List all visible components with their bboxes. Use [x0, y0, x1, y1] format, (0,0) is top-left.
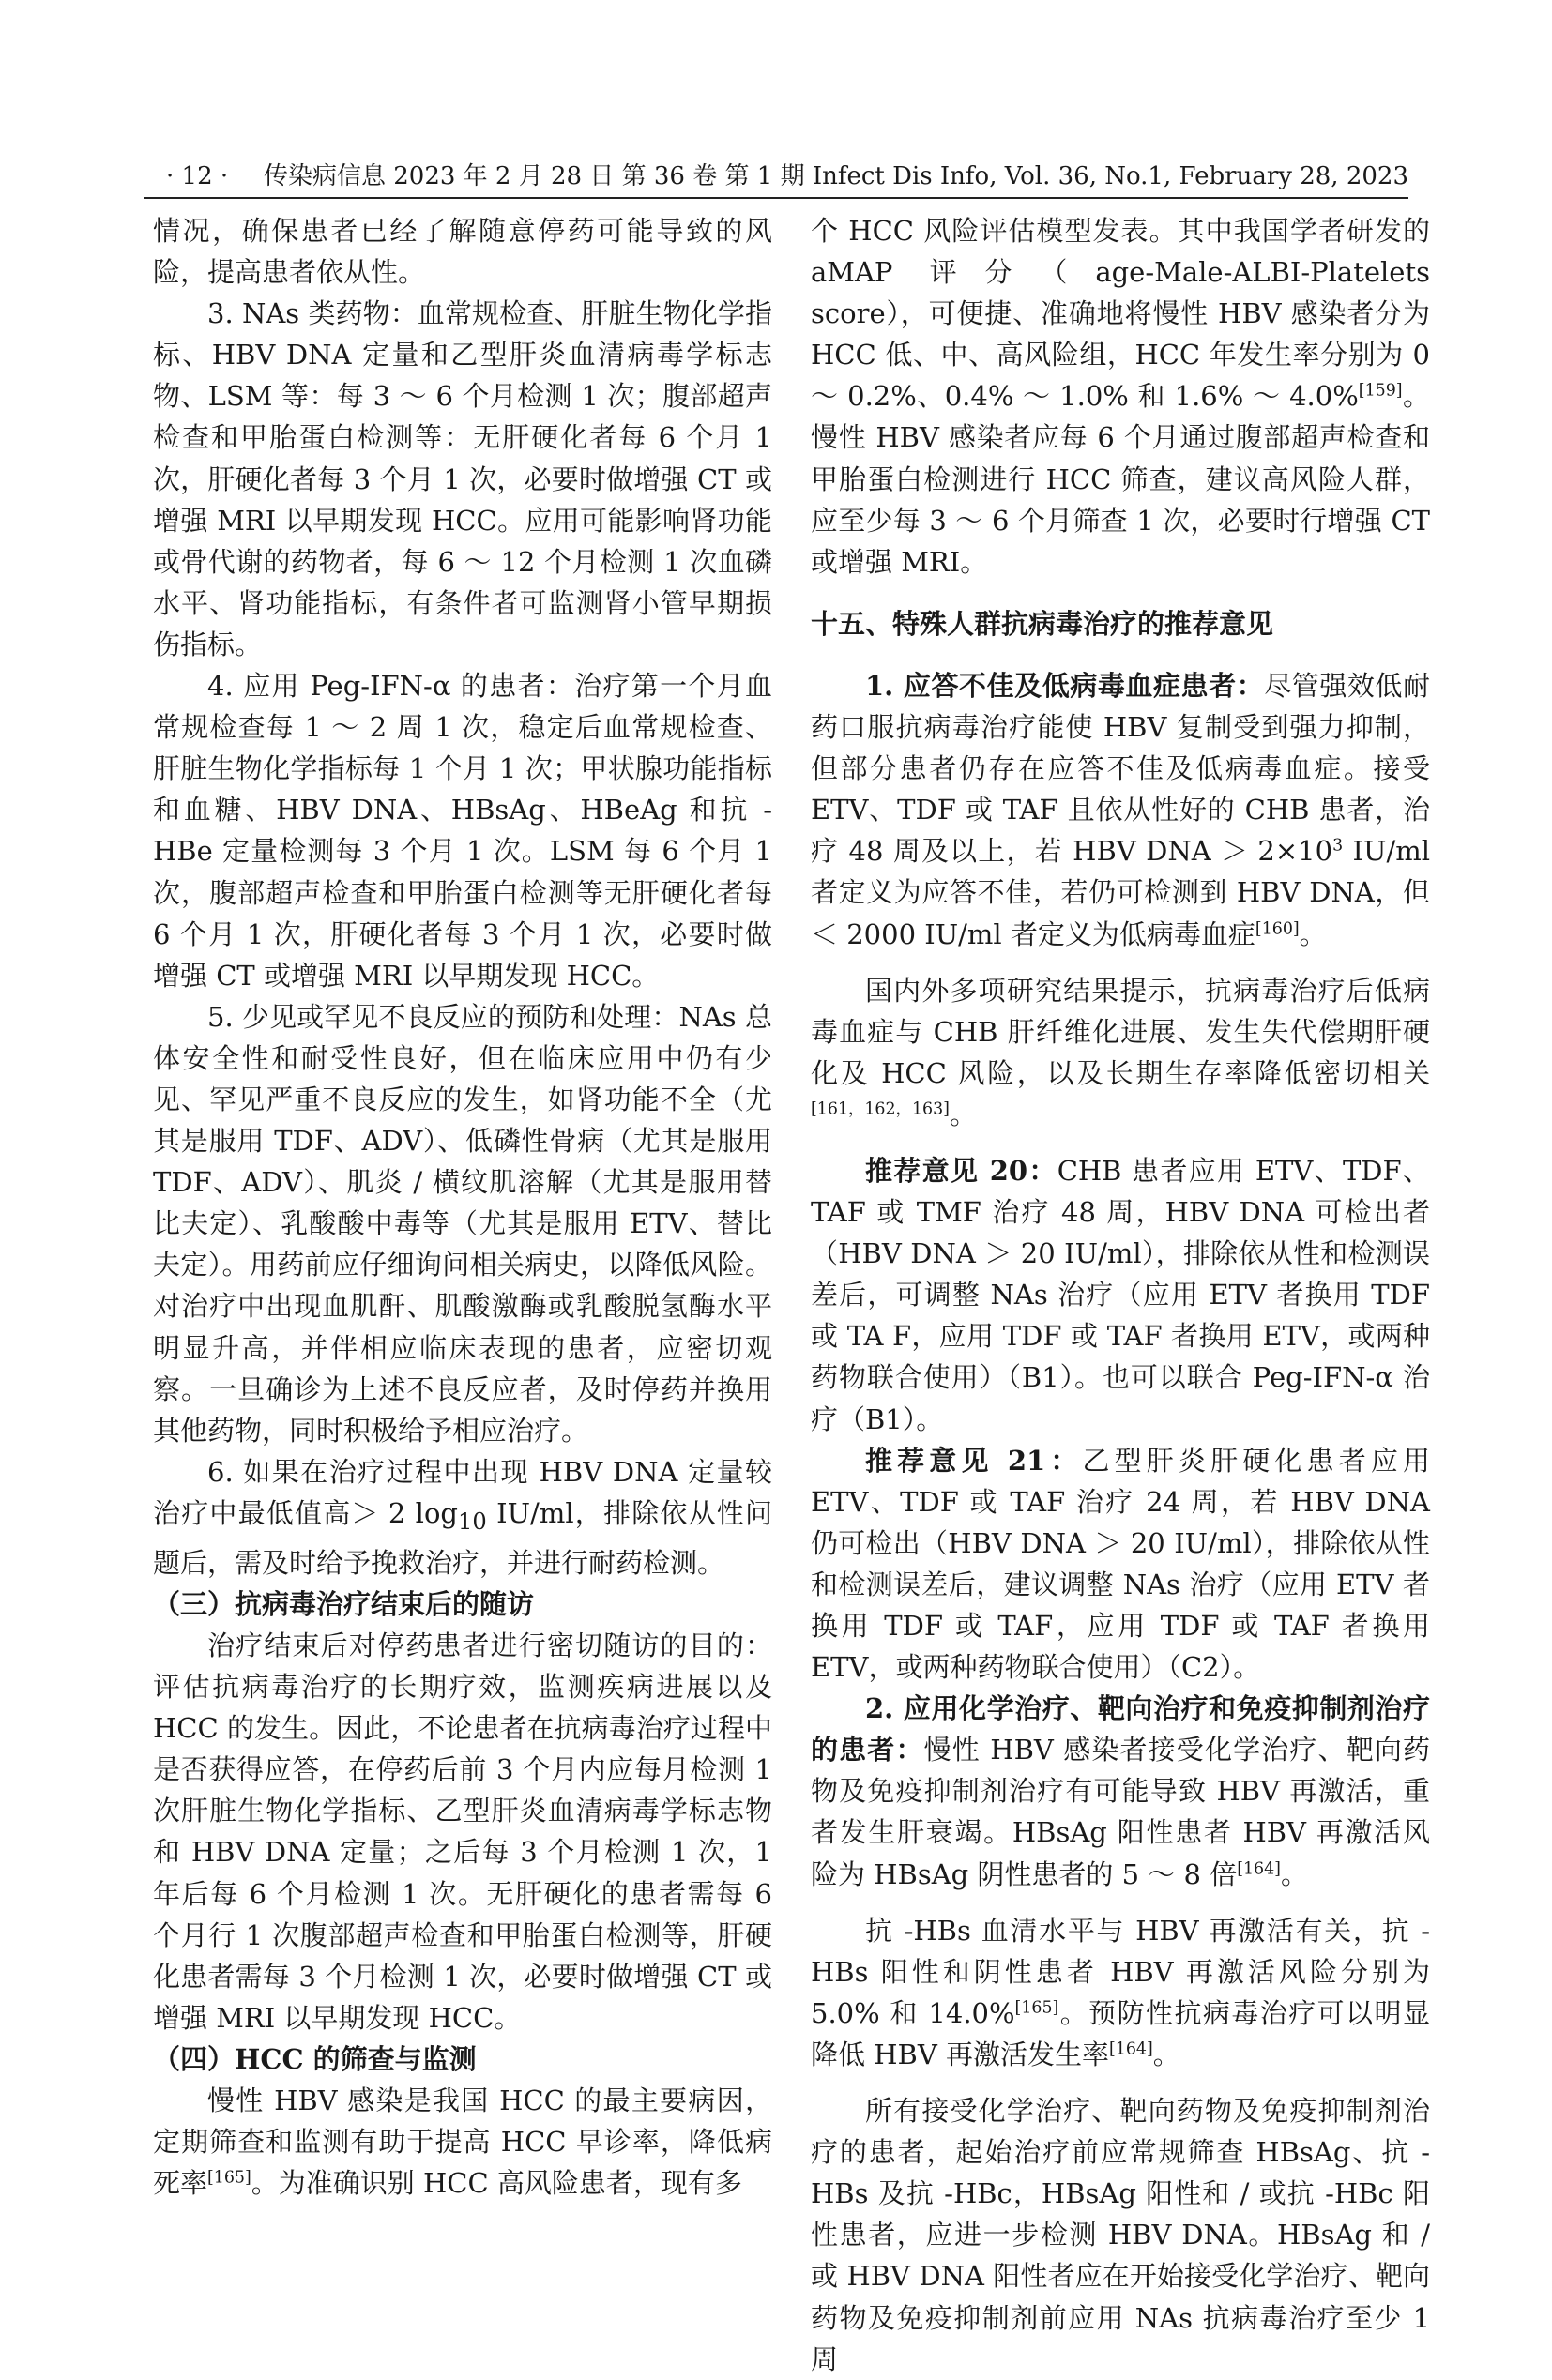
citation-ref: [165] — [1014, 1998, 1059, 2018]
section-heading: （四）HCC 的筛查与监测 — [153, 2042, 477, 2075]
text-run: IU/ml 者定义为应答不佳，若仍可检测到 HBV DNA，但＜ 2000 IU/ml 者定义为低病毒血症 — [811, 835, 1430, 950]
paragraph-lead: 2. 应用化学治疗、靶向治疗和免疫抑制剂治疗的患者： — [811, 1692, 1430, 1766]
right-column — [811, 210, 1430, 2380]
page-number: · 12 · — [166, 162, 229, 190]
text-run: 抗 -HBs 血清水平与 HBV 再激活有关，抗 -HBs 阳性和阴性患者 HBV 再激活风险分别为 5.0% 和 14.0% — [811, 1914, 1430, 2029]
recommendation-21 — [811, 1440, 1430, 1689]
citation-ref: [161，162，163] — [811, 1099, 950, 1119]
recommendation-label: 推荐意见 20： — [865, 1154, 1057, 1187]
recommendation-label: 推荐意见 21： — [865, 1444, 1083, 1477]
paragraph — [811, 1688, 1430, 1894]
citation-ref: [160] — [1255, 918, 1300, 938]
paragraph: 4. 应用 Peg-IFN-α 的患者：治疗第一个月血常规检查每 1 ～ 2 周 1 次，稳定后血常规检查、肝脏生物化学指标每 1 个月 1 次；甲状腺功能指标和血糖、HBV DNA、HBsAg、HBeAg 和抗 -HBe 定量检测每 3 个月 1 次。LSM 每 6 个月 1 次，腹部超声检查和甲胎蛋白检测等无肝硬化者每 6 个月 1 次，肝硬化者每 3 个月 1 次，必要时做增强 CT 或增强 MRI 以早期发现 HCC。 — [153, 670, 772, 992]
section-heading: 十五、特殊人群抗病毒治疗的推荐意见 — [811, 607, 1274, 640]
citation-ref: [164] — [1108, 2039, 1153, 2059]
paragraph — [811, 1910, 1430, 2075]
paragraph-lead: 1. 应答不佳及低病毒血症患者： — [865, 669, 1265, 702]
citation-ref: [165] — [207, 2168, 251, 2188]
spacer — [811, 583, 1430, 603]
spacer — [811, 955, 1430, 970]
text-run: 乙型肝炎肝硬化患者应用 ETV、TDF 或 TAF 治疗 24 周，若 HBV DNA 仍可检出（HBV DNA ＞ 20 IU/ml），排除依从性和检测误差后，建议调整 NAs 治疗（应用 ETV 者换用 TDF 或 TAF，应用 TDF 或 TAF 者换用 ETV，或两种药物联合使用）（C2）。 — [811, 1444, 1430, 1684]
text-run: CHB 患者应用 ETV、TDF、TAF 或 TMF 治疗 48 周，HBV DNA 可检出者（HBV DNA ＞ 20 IU/ml），排除依从性和检测误差后，可调整 NAs 治疗（应用 ETV 者换用 TDF 或 TA F，应用 TDF 或 TAF 者换用 ETV，或两种药物联合使用）（B1）。也可以联合 Peg-IFN-α 治疗（B1）。 — [811, 1154, 1430, 1435]
text-run: 慢性 HBV 感染者接受化学治疗、靶向药物及免疫抑制剂治疗有可能导致 HBV 再激活，重者发生肝衰竭。HBsAg 阳性患者 HBV 再激活风险为 HBsAg 阴性患者的 5 ～ 8 倍 — [811, 1734, 1430, 1890]
text-run: 。 — [1299, 917, 1327, 950]
text-run: 慢性 HBV 感染是我国 HCC 的最主要病因，定期筛查和监测有助于提高 HCC 早诊率，降低病死率 — [153, 2084, 772, 2200]
paragraph: 所有接受化学治疗、靶向药物及免疫抑制剂治疗的患者，起始治疗前应常规筛查 HBsAg、抗 -HBs 及抗 -HBc，HBsAg 阳性和 / 或抗 -HBc 阳性患者，应进一步检测 HBV DNA。HBsAg 和 / 或 HBV DNA 阳性者应在开始接受化学治疗、靶向药物及免疫抑制剂前应用 NAs 抗病毒治疗至少 1 周 — [811, 2095, 1430, 2375]
paragraph — [153, 2080, 772, 2204]
spacer — [811, 644, 1430, 665]
journal-citation: 传染病信息 2023 年 2 月 28 日 第 36 卷 第 1 期 Infect Dis Info, Vol. 36, No.1, February 28, 2023 — [263, 162, 1408, 190]
header-rule — [144, 197, 1408, 199]
citation-ref: [164] — [1237, 1858, 1281, 1878]
text-run: 6. 如果在治疗过程中出现 HBV DNA 定量较治疗中最低值高＞ 2 log — [153, 1455, 772, 1529]
superscript: 3 — [1332, 836, 1344, 856]
spacer — [811, 2075, 1430, 2090]
text-run: 。 — [1280, 1857, 1308, 1890]
text-run: 国内外多项研究结果提示，抗病毒治疗后低病毒血症与 CHB 肝纤维化进展、发生失代偿期肝硬化及 HCC 风险，以及长期生存率降低密切相关 — [811, 974, 1430, 1089]
left-column — [153, 210, 772, 2204]
text-run: 。慢性 HBV 感染者应每 6 个月通过腹部超声检查和甲胎蛋白检测进行 HCC 筛查，建议高风险人群，应至少每 3 ～ 6 个月筛查 1 次，必要时行增强 CT 或增强 MRI。 — [811, 380, 1430, 578]
section-heading: （三）抗病毒治疗结束后的随访 — [153, 1587, 535, 1620]
paragraph: 5. 少见或罕见不良反应的预防和处理：NAs 总体安全性和耐受性良好，但在临床应用中仍有少见、罕见严重不良反应的发生，如肾功能不全（尤其是服用 TDF、ADV）、低磷性骨病（尤其是服用 TDF、ADV）、肌炎 / 横纹肌溶解（尤其是服用替比夫定）、乳酸酸中毒等（尤其是服用 ETV、替比夫定）。用药前应仔细询问相关病史，以降低风险。对治疗中出现血肌酐、肌酸激酶或乳酸脱氢酶水平明显升高，并伴相应临床表现的患者，应密切观察。一旦确诊为上述不良反应者，及时停药并换用其他药物，同时积极给予相应治疗。 — [153, 1000, 772, 1447]
paragraph — [811, 665, 1430, 955]
text-run: 。 — [949, 1098, 977, 1130]
spacer — [811, 1135, 1430, 1150]
text-run: 。为准确识别 HCC 高风险患者，现有多 — [251, 2167, 742, 2200]
text-run: 。预防性抗病毒治疗可以明显降低 HBV 再激活发生率 — [811, 1996, 1430, 2070]
paragraph — [811, 970, 1430, 1135]
paragraph — [153, 1451, 772, 1584]
paragraph: 治疗结束后对停药患者进行密切随访的目的：评估抗病毒治疗的长期疗效，监测疾病进展以及 HCC 的发生。因此，不论患者在抗病毒治疗过程中是否获得应答，在停药后前 3 个月内应每月检测 1 次肝脏生物化学指标、乙型肝炎血清病毒学标志物和 HBV DNA 定量；之后每 3 个月检测 1 次，1 年后每 6 个月检测 1 次。无肝硬化的患者需每 6 个月行 1 次腹部超声检查和甲胎蛋白检测等，肝硬化患者需每 3 个月检测 1 次，必要时做增强 CT 或增强 MRI 以早期发现 HCC。 — [153, 1629, 772, 2034]
spacer — [811, 1895, 1430, 1910]
text-run: IU/ml，排除依从性问题后，需及时给予挽救治疗，并进行耐药检测。 — [153, 1496, 772, 1579]
paragraph: 3. NAs 类药物：血常规检查、肝脏生物化学指标、HBV DNA 定量和乙型肝炎血清病毒学标志物、LSM 等：每 3 ～ 6 个月检测 1 次；腹部超声检查和甲胎蛋白检测等：无肝硬化者每 6 个月 1 次，肝硬化者每 3 个月 1 次，必要时做增强 CT 或增强 MRI 以早期发现 HCC。应用可能影响肾功能或骨代谢的药物者，每 6 ～ 12 个月检测 1 次血磷水平、肾功能指标，有条件者可监测肾小管早期损伤指标。 — [153, 297, 772, 660]
text-run: 个 HCC 风险评估模型发表。其中我国学者研发的 aMAP 评分（age-Male-ALBI-Platelets score），可便捷、准确地将慢性 HBV 感染者分为 HCC 低、中、高风险组，HCC 年发生率分别为 0 ～ 0.2%、0.4% ～ 1.0% 和 1.6% ～ 4.0% — [811, 215, 1430, 413]
text-run: 尽管强效低耐药口服抗病毒治疗能使 HBV 复制受到强力抑制，但部分患者仍存在应答不佳及低病毒血症。接受 ETV、TDF 或 TAF 且依从性好的 CHB 患者，治疗 48 周及以上，若 HBV DNA ＞ 2×10 — [811, 669, 1430, 868]
text-run: 。 — [1152, 2038, 1180, 2070]
paragraph: 情况，确保患者已经了解随意停药可能导致的风险，提高患者依从性。 — [153, 215, 772, 289]
recommendation-20 — [811, 1150, 1430, 1440]
paragraph — [811, 210, 1430, 583]
citation-ref: [159] — [1358, 381, 1403, 401]
running-header — [144, 156, 1408, 197]
subscript: 10 — [457, 1508, 487, 1535]
